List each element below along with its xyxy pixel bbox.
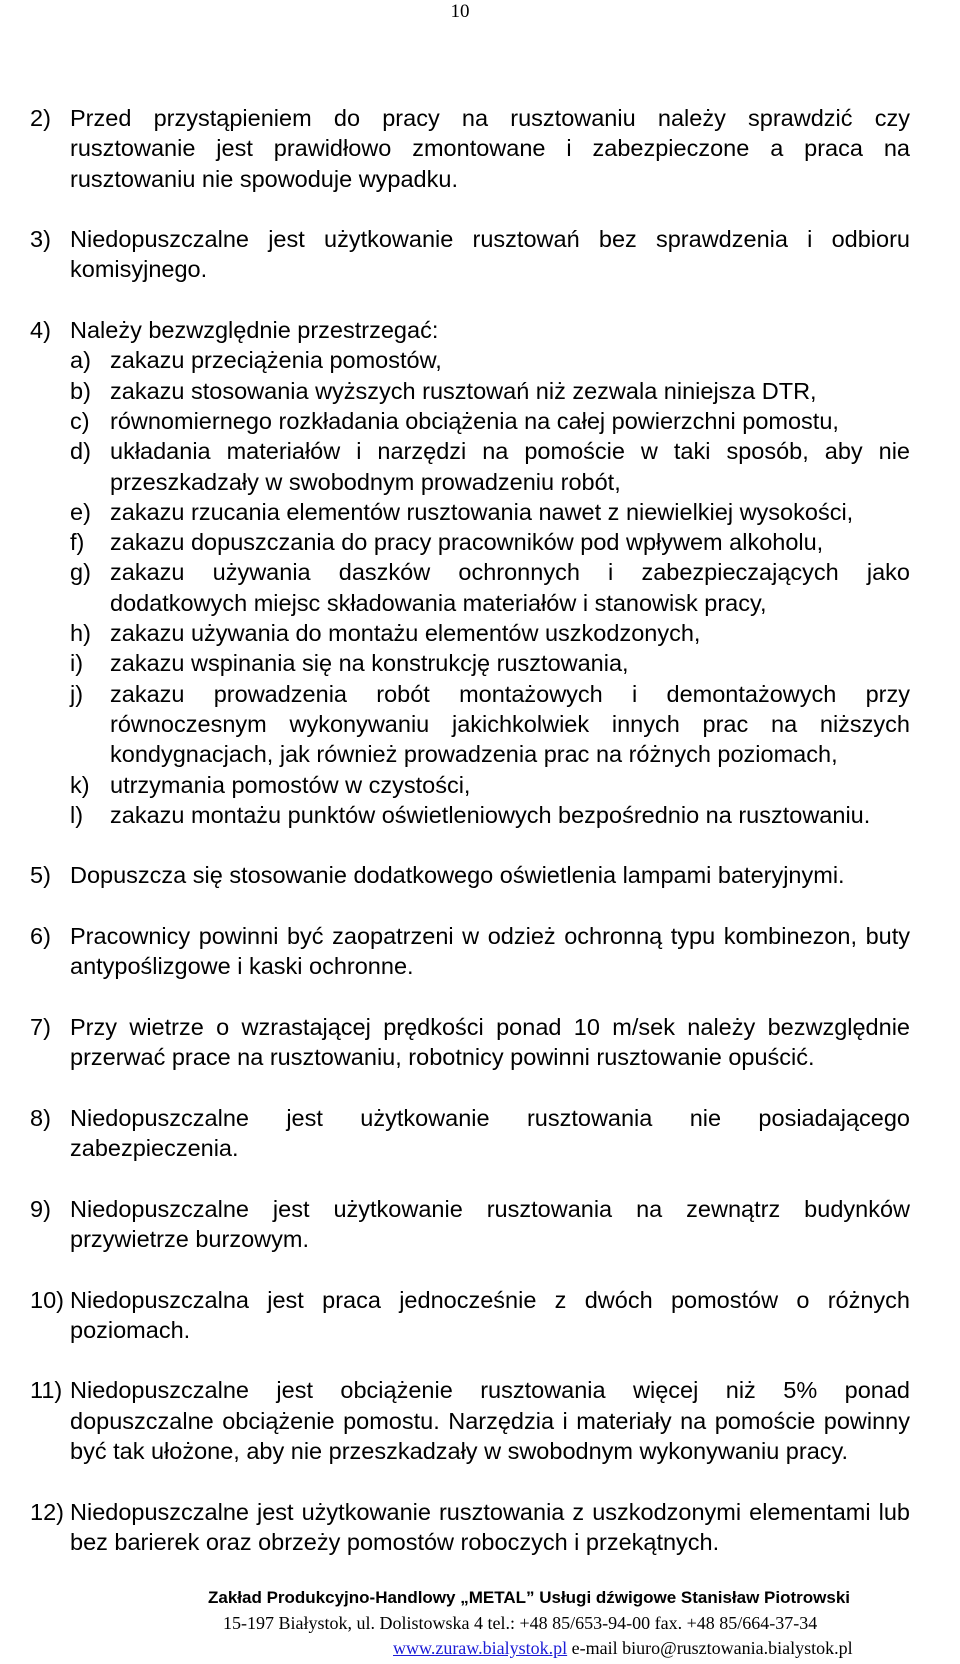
sub-item-text: zakazu montażu punktów oświetleniowych bezpośrednio na rusztowaniu. xyxy=(110,801,871,828)
sub-item-letter: a) xyxy=(70,347,91,374)
sub-item-e xyxy=(70,497,910,527)
list-item-4 xyxy=(30,315,910,830)
footer-contact-line xyxy=(223,1612,817,1634)
sub-item-h xyxy=(70,618,910,648)
footer-website-link[interactable]: www.zuraw.bialystok.pl xyxy=(393,1638,568,1658)
item-text: Niedopuszczalne jest obciążenie rusztowania więcej niż 5% ponad dopuszczalne obciążenie pomostu. Narzędzia i materiały na pomoście powinny być tak ułożone, aby nie przeszkadzały w swobodnym wykonywaniu pracy. xyxy=(70,1377,910,1465)
sub-item-text: równomiernego rozkładania obciążenia na całej powierzchni pomostu, xyxy=(110,407,839,434)
item-number: 8) xyxy=(30,1104,51,1131)
list-item-5 xyxy=(30,860,910,890)
item-text: Przy wietrze o wzrastającej prędkości ponad 10 m/sek należy bezwzględnie przerwać prace na rusztowaniu, robotnicy powinni rusztowanie opuścić. xyxy=(70,1013,910,1071)
sub-item-g xyxy=(70,557,910,618)
footer-fax: fax. +48 85/664-37-34 xyxy=(654,1613,818,1633)
item-number: 2) xyxy=(30,105,51,131)
sub-item-letter: k) xyxy=(70,771,90,798)
footer-address: 15-197 Białystok, ul. Dolistowska 4 xyxy=(223,1613,483,1633)
item-text: Przed przystąpieniem do pracy na rusztowaniu należy sprawdzić czy rusztowanie jest prawidłowo zmontowane i zabezpieczone a praca na rusztowaniu nie spowoduje wypadku. xyxy=(70,105,910,192)
item-text: Należy bezwzględnie przestrzegać: xyxy=(70,317,439,344)
item-text: Niedopuszczalne jest użytkowanie rusztowania z uszkodzonymi elementami lub bez barierek oraz obrzeży pomostów roboczych i przekątnych. xyxy=(70,1498,910,1555)
sub-item-letter: j) xyxy=(70,680,84,707)
sub-item-text: zakazu prowadzenia robót montażowych i demontażowych przy równoczesnym wykonywaniu jakichkolwiek innych prac na niższych kondygnacjach, jak również prowadzenia prac na różnych poziomach, xyxy=(110,680,910,768)
sub-item-text: zakazu używania do montażu elementów uszkodzonych, xyxy=(110,620,701,647)
item-content xyxy=(70,315,910,830)
item-number: 10) xyxy=(30,1286,64,1313)
sub-item-letter: h) xyxy=(70,620,91,647)
sub-item-text: zakazu używania daszków ochronnych i zabezpieczających jako dodatkowych miejsc składowania materiałów i stanowisk pracy, xyxy=(110,559,910,616)
item-number: 4) xyxy=(30,317,51,344)
item-number: 3) xyxy=(30,226,51,253)
item-number: 5) xyxy=(30,862,51,889)
sub-item-letter: b) xyxy=(70,377,91,404)
item-text: Niedopuszczalna jest praca jednocześnie z dwóch pomostów o różnych poziomach. xyxy=(70,1286,910,1343)
sub-item-c xyxy=(70,406,910,436)
sub-item-letter: l) xyxy=(70,801,84,828)
list-item-6 xyxy=(30,921,910,982)
item-text: Niedopuszczalne jest użytkowanie rusztowania na zewnątrz budynków przywietrze burzowym. xyxy=(70,1195,910,1252)
sub-item-text: zakazu przeciążenia pomostów, xyxy=(110,347,442,374)
footer-email: e-mail biuro@rusztowania.bialystok.pl xyxy=(571,1638,853,1658)
sub-item-letter: g) xyxy=(70,559,91,586)
list-item-11 xyxy=(30,1375,910,1466)
sub-item-text: zakazu wspinania się na konstrukcję rusztowania, xyxy=(110,650,629,677)
sub-item-j xyxy=(70,679,910,770)
item-text: Pracownicy powinni być zaopatrzeni w odzież ochronną typu kombinezon, buty antypoślizgowe i kaski ochronne. xyxy=(70,923,910,980)
list-item-12 xyxy=(30,1497,910,1558)
sub-item-letter: d) xyxy=(70,438,91,465)
item-number: 6) xyxy=(30,923,51,950)
sub-item-letter: e) xyxy=(70,498,91,525)
sub-item-text: zakazu rzucania elementów rusztowania nawet z niewielkiej wysokości, xyxy=(110,498,854,525)
item-number: 9) xyxy=(30,1195,51,1222)
sub-item-letter: c) xyxy=(70,407,90,434)
item-text: Niedopuszczalne jest użytkowanie rusztowań bez sprawdzenia i odbioru komisyjnego. xyxy=(70,226,910,283)
sub-item-text: układania materiałów i narzędzi na pomoście w taki sposób, aby nie przeszkadzały w swobodnym prowadzeniu robót, xyxy=(110,438,910,495)
sub-item-f xyxy=(70,527,910,557)
sub-item-d xyxy=(70,436,910,497)
item-number: 12) xyxy=(30,1498,64,1525)
item-number: 7) xyxy=(30,1013,51,1040)
list-item-9 xyxy=(30,1194,910,1255)
list-item-8 xyxy=(30,1103,910,1164)
document-body xyxy=(30,103,910,1557)
list-item-2 xyxy=(30,103,910,194)
sub-item-letter: f) xyxy=(70,529,85,556)
list-item-3 xyxy=(30,224,910,285)
sub-item-a xyxy=(70,345,910,375)
footer-web-line xyxy=(393,1637,853,1659)
sub-item-k xyxy=(70,770,910,800)
item-text: Dopuszcza się stosowanie dodatkowego oświetlenia lampami bateryjnymi. xyxy=(70,862,845,889)
sub-item-b xyxy=(70,376,910,406)
item-text: Niedopuszczalne jest użytkowanie rusztowania nie posiadającego zabezpieczenia. xyxy=(70,1104,910,1162)
list-item-10 xyxy=(30,1285,910,1346)
item-number: 11) xyxy=(30,1377,63,1404)
footer-company: Zakład Produkcyjno-Handlowy „METAL” Usługi dźwigowe Stanisław Piotrowski xyxy=(208,1588,850,1607)
sub-item-text: zakazu stosowania wyższych rusztowań niż zezwala niniejsza DTR, xyxy=(110,377,817,404)
sub-item-i xyxy=(70,648,910,678)
list-item-7 xyxy=(30,1012,910,1073)
sub-item-letter: i) xyxy=(70,650,84,677)
sub-item-text: utrzymania pomostów w czystości, xyxy=(110,771,471,798)
page-number: 10 xyxy=(450,1,470,22)
sub-item-l xyxy=(70,800,910,830)
sub-item-text: zakazu dopuszczania do pracy pracowników pod wpływem alkoholu, xyxy=(110,529,824,556)
footer-tel: tel.: +48 85/653-94-00 xyxy=(487,1613,651,1633)
